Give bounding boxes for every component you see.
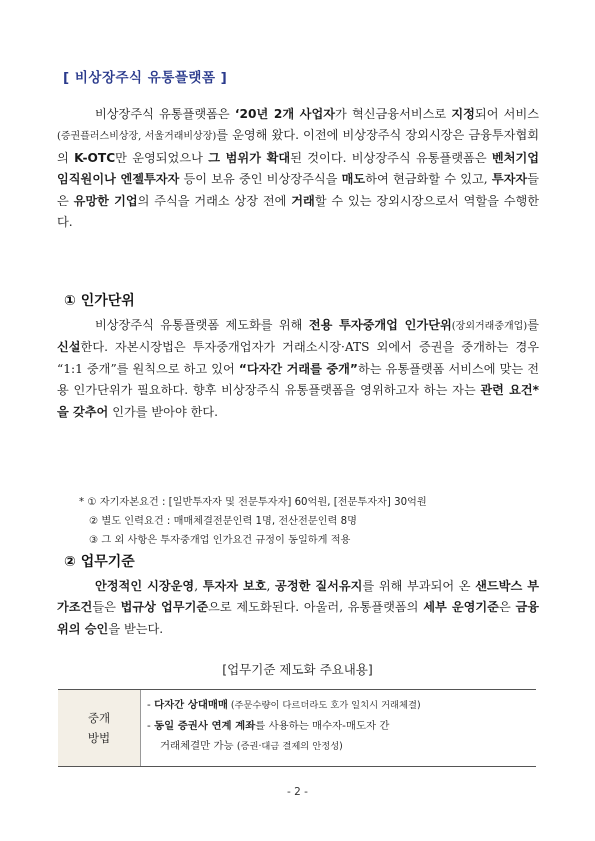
note-capital: * ① 자기자본요건 : [일반투자자 및 전문투자자] 60억원, [전문투자자] 30억원 bbox=[79, 497, 427, 508]
intro-paragraph: 비상장주식 유통플랫폼은 ‘20년 2개 사업자가 혁신금융서비스로 지정되어 서비스(증권플러스비상장, 서울거래비상장)를 운영해 왔다. 이전에 비상장주식 장외시장은 금융투자협회의 K-OTC만 운영되었으나 그 범위가 확대된 것이다. 비상장주식 유통플랫폼은 벤처기업 임직원이나 엔젤투자자 등이 보유 중인 비상장주식을 매도하여 현금화할 수 있고, 투자자들은 유망한 기업의 주식을 거래소 상장 전에 거래할 수 있는 장외시장으로서 역할을 수행한다. bbox=[57, 107, 540, 230]
page-number: - 2 - bbox=[287, 786, 308, 798]
section-title: [ 비상장주식 유통플랫폼 ] bbox=[63, 70, 228, 86]
license-unit-paragraph: 비상장주식 유통플랫폼 제도화를 위해 전용 투자중개업 인가단위(장외거래중개업)를 신설한다. 자본시장법은 투자중개업자가 거래소시장·ATS 외에서 증권을 중개하는 경우 “1:1 중개”를 원칙으로 하고 있어 “다자간 거래를 중개”하는 유통플랫폼 서비스에 맞는 전용 인가단위가 필요하다. 향후 비상장주식 유통플랫폼을 영위하고자 하는 자는 관련 요건*을 갖추어 인가를 받아야 한다. bbox=[57, 318, 539, 419]
note-staff: ② 별도 인력요건 : 매매체결전문인력 1명, 전산전문인력 8명 bbox=[89, 516, 357, 527]
table-row-settlement: 거래체결만 가능 (증권·대금 결제의 안정성) bbox=[160, 740, 343, 752]
heading-license-unit: ① 인가단위 bbox=[64, 293, 135, 309]
brokerage-method-content bbox=[141, 690, 536, 766]
brokerage-method-label: 중개 방법 bbox=[58, 690, 141, 766]
table-row-same-broker: - 동일 증권사 연계 계좌를 사용하는 매수자-매도자 간 bbox=[147, 720, 390, 732]
business-standards-table bbox=[58, 689, 536, 767]
table-row-multilateral: - 다자간 상대매매 (주문수량이 다르더라도 호가 일치시 거래체결) bbox=[147, 699, 421, 711]
business-standards-paragraph: 안정적인 시장운영, 투자자 보호, 공정한 질서유지를 위해 부과되어 온 샌드박스 부가조건들은 법규상 업무기준으로 제도화된다. 아울러, 유통플랫폼의 세부 운영기준은 금융위의 승인을 받는다. bbox=[57, 579, 539, 636]
note-other: ③ 그 외 사항은 투자중개업 인가요건 규정이 동일하게 적용 bbox=[89, 535, 351, 546]
requirements-notes bbox=[79, 493, 549, 550]
table-caption: [업무기준 제도화 주요내용] bbox=[222, 662, 373, 677]
heading-business-standards: ② 업무기준 bbox=[64, 554, 135, 570]
